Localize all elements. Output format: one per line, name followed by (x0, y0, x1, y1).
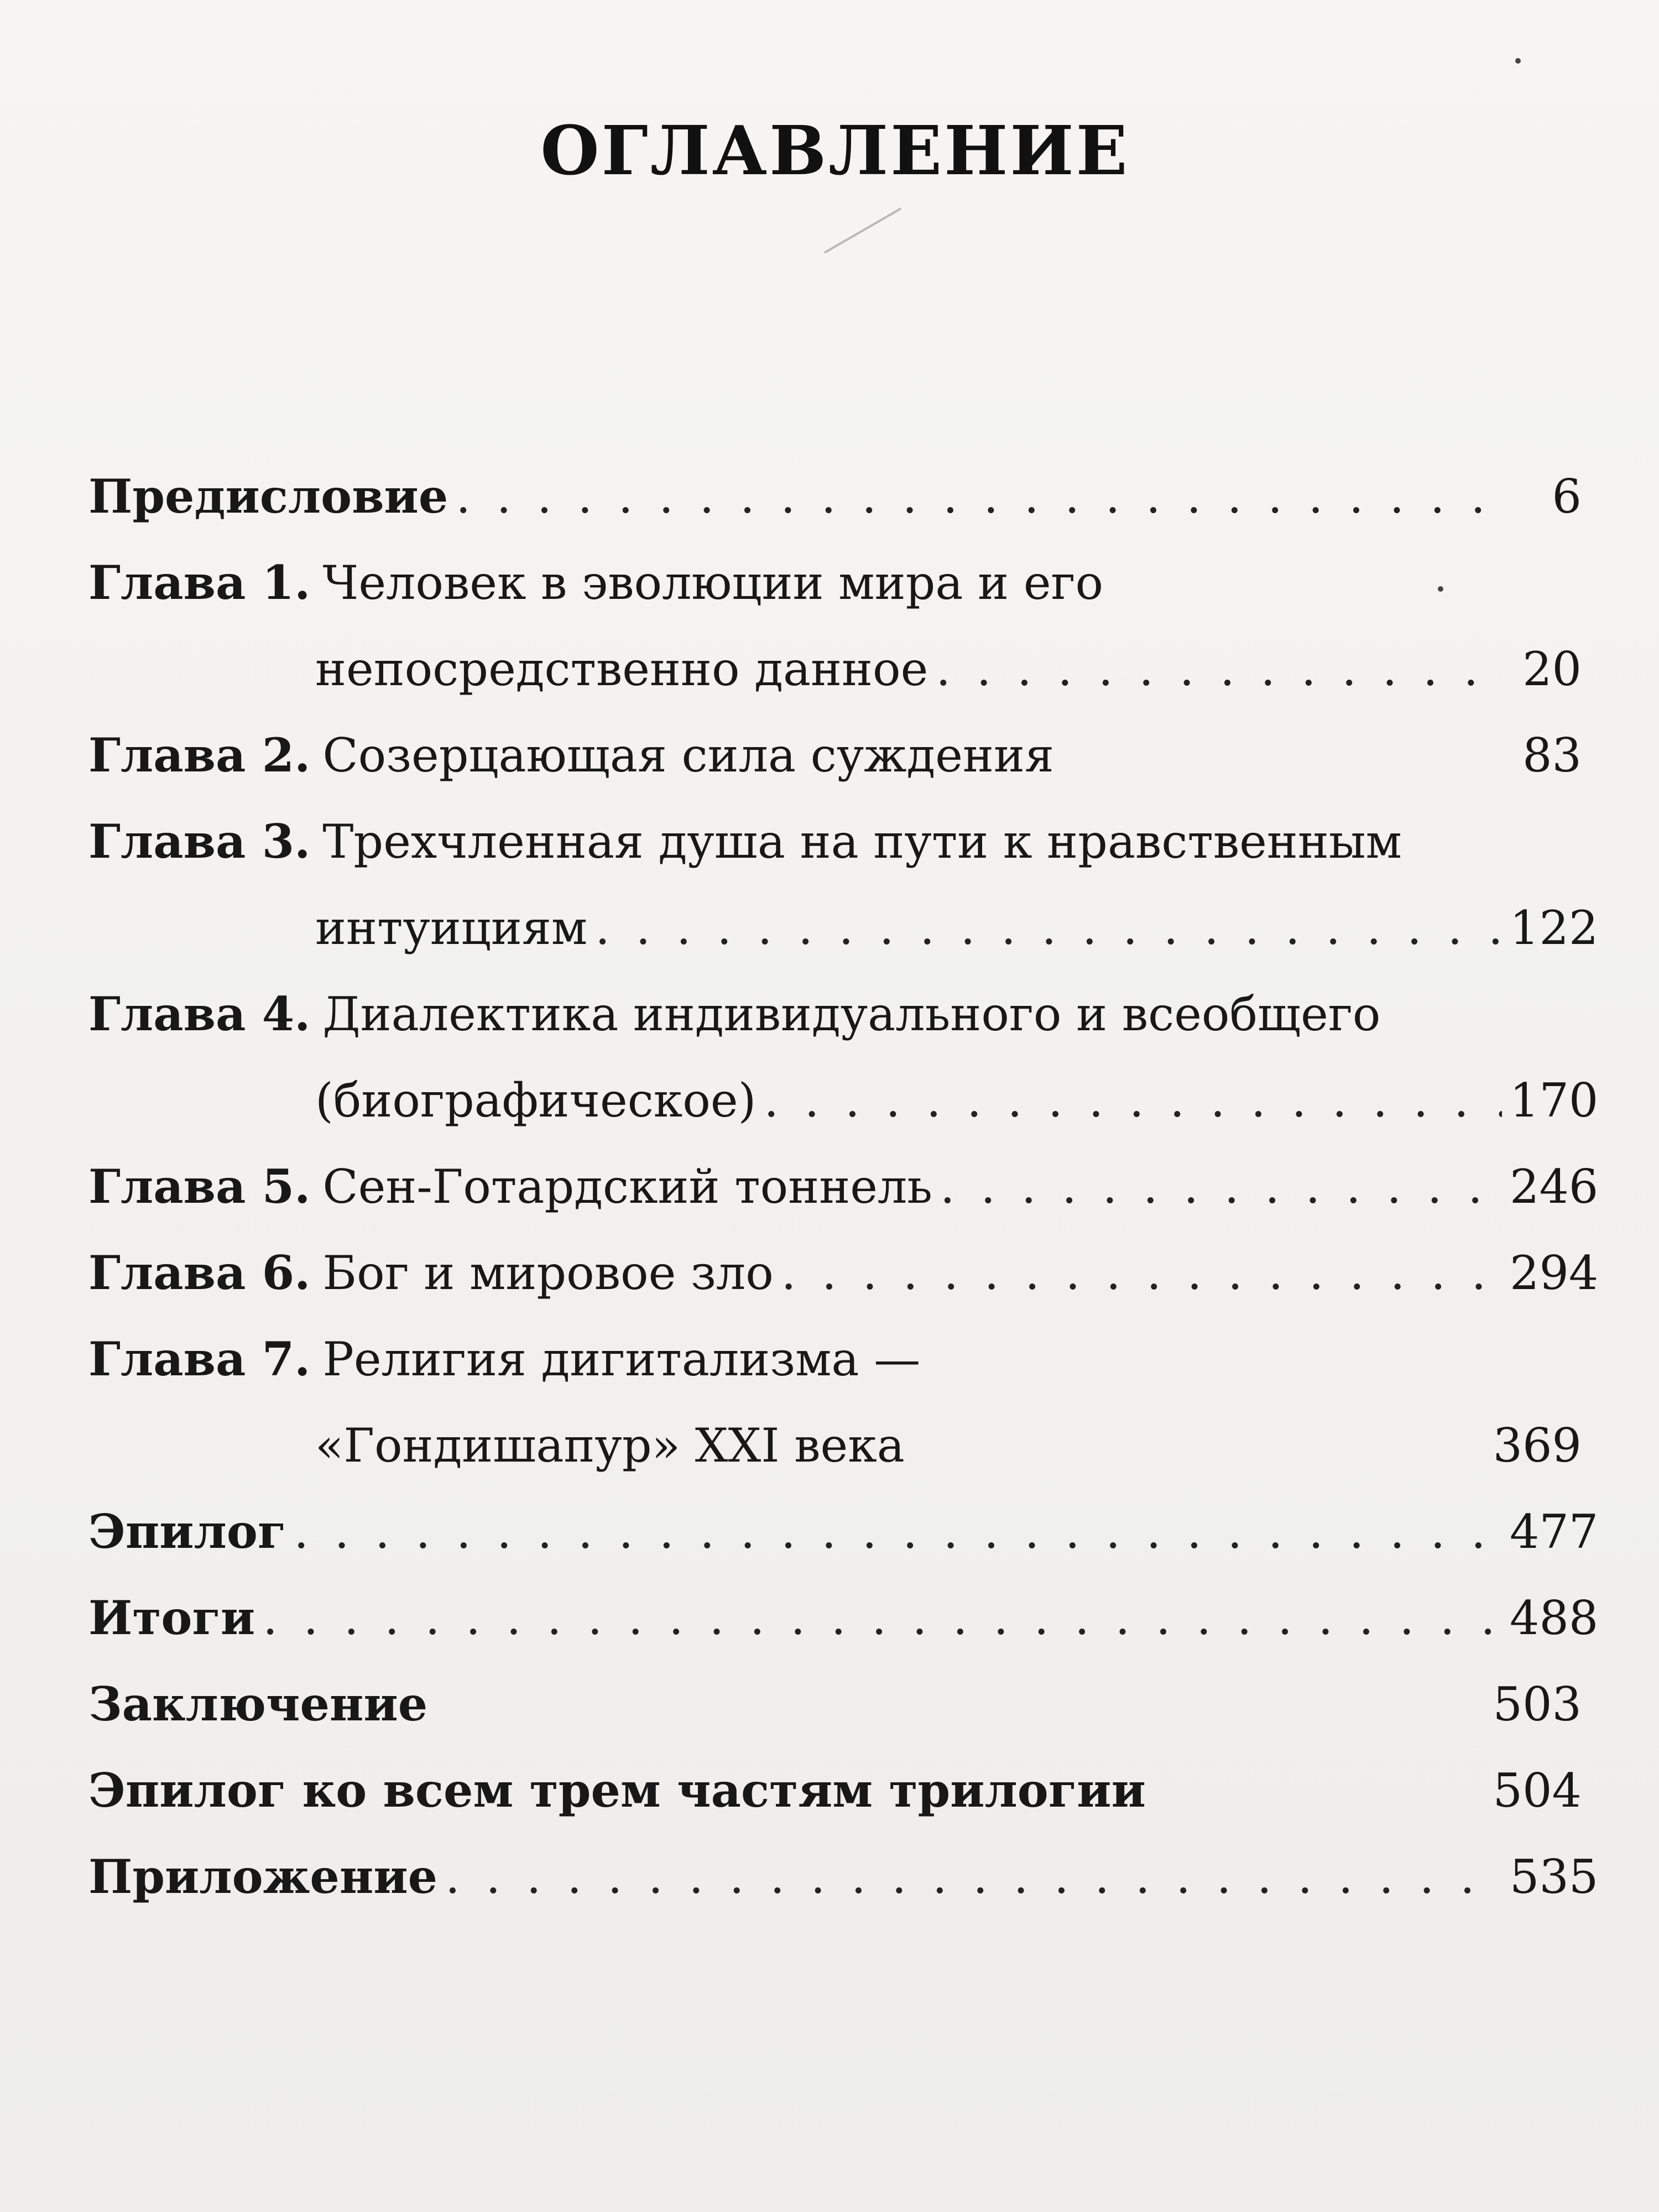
dot-leader (781, 1230, 1502, 1316)
toc-page-number: 20 (1522, 642, 1582, 696)
toc-entry-label: Приложение (88, 1849, 438, 1904)
toc-entry-title: Человек в эволюции мира и его (322, 556, 1104, 610)
toc-entry-label: Итоги (88, 1590, 255, 1645)
toc-entry-chapter-3[interactable] (88, 799, 1599, 971)
toc-entry-label: Эпилог ко всем трем частям трилогии (88, 1763, 1146, 1818)
toc-page-number: 488 (1510, 1591, 1599, 1645)
toc-page-number: 477 (1510, 1505, 1599, 1559)
table-of-contents (88, 0, 1599, 2212)
toc-page-number: 504 (1493, 1764, 1582, 1818)
toc-entry-title: Трехчленная душа на пути к нравственным (322, 815, 1402, 869)
toc-entry-title: Диалектика индивидуального и всеобщего (322, 987, 1381, 1041)
toc-page-number: 83 (1522, 728, 1582, 782)
toc-page-number: 369 (1493, 1418, 1582, 1473)
dot-leader (294, 1489, 1502, 1575)
dot-leader (595, 885, 1502, 971)
toc-entry-chapter-6[interactable] (88, 1230, 1599, 1316)
toc-page-number: 122 (1510, 901, 1599, 955)
toc-entry-preface[interactable] (88, 453, 1582, 540)
toc-page-number: 170 (1510, 1073, 1599, 1128)
toc-page-number: 503 (1493, 1677, 1582, 1731)
toc-entry-title: Созерцающая сила суждения (322, 728, 1054, 782)
toc-page-number: 246 (1510, 1160, 1599, 1214)
toc-entry-label: Глава 7. (88, 1332, 311, 1386)
dot-leader (263, 1575, 1502, 1661)
toc-entry-conclusion[interactable] (88, 1661, 1582, 1747)
toc-entry-appendix[interactable] (88, 1834, 1599, 1920)
toc-list (88, 453, 1599, 1920)
toc-entry-label: Глава 3. (88, 814, 311, 869)
toc-entry-chapter-2[interactable] (88, 712, 1582, 799)
toc-entry-chapter-4[interactable] (88, 971, 1599, 1144)
toc-entry-label: Глава 4. (88, 987, 311, 1041)
toc-entry-title: Религия дигитализма — (322, 1332, 921, 1386)
toc-entry-title-continued: (биографическое) (315, 1073, 757, 1128)
toc-entry-label: Глава 2. (88, 728, 311, 782)
toc-entry-chapter-5[interactable] (88, 1144, 1599, 1230)
toc-page-number: 535 (1510, 1850, 1599, 1904)
toc-page-number: 294 (1510, 1246, 1599, 1300)
page-title: ОГЛАВЛЕНИЕ (540, 111, 1130, 190)
dot-leader (764, 1057, 1502, 1144)
dot-leader (936, 626, 1502, 712)
toc-entry-trilogy-epilogue[interactable] (88, 1747, 1582, 1834)
toc-entry-title-continued: «Гондишапур» XXI века (315, 1418, 905, 1473)
toc-entry-title: Бог и мировое зло (322, 1246, 774, 1300)
dot-leader (445, 1834, 1502, 1920)
toc-entry-label: Глава 1. (88, 555, 311, 610)
dot-leader (456, 453, 1502, 540)
toc-entry-chapter-7[interactable] (88, 1316, 1582, 1489)
toc-entry-label: Заключение (88, 1677, 428, 1731)
toc-page-number: 6 (1552, 469, 1582, 524)
toc-entry-chapter-1[interactable] (88, 540, 1582, 712)
toc-entry-label: Эпилог (88, 1504, 286, 1559)
dot-leader (940, 1144, 1502, 1230)
toc-entry-title: Сен-Готардский тоннель (322, 1160, 933, 1214)
toc-entry-label: Предисловие (88, 469, 448, 524)
toc-entry-title-continued: непосредственно данное (315, 642, 928, 696)
toc-entry-label: Глава 5. (88, 1159, 311, 1214)
toc-entry-results[interactable] (88, 1575, 1599, 1661)
toc-entry-epilogue[interactable] (88, 1489, 1599, 1575)
toc-entry-label: Глава 6. (88, 1245, 311, 1300)
toc-entry-title-continued: интуициям (315, 901, 588, 955)
